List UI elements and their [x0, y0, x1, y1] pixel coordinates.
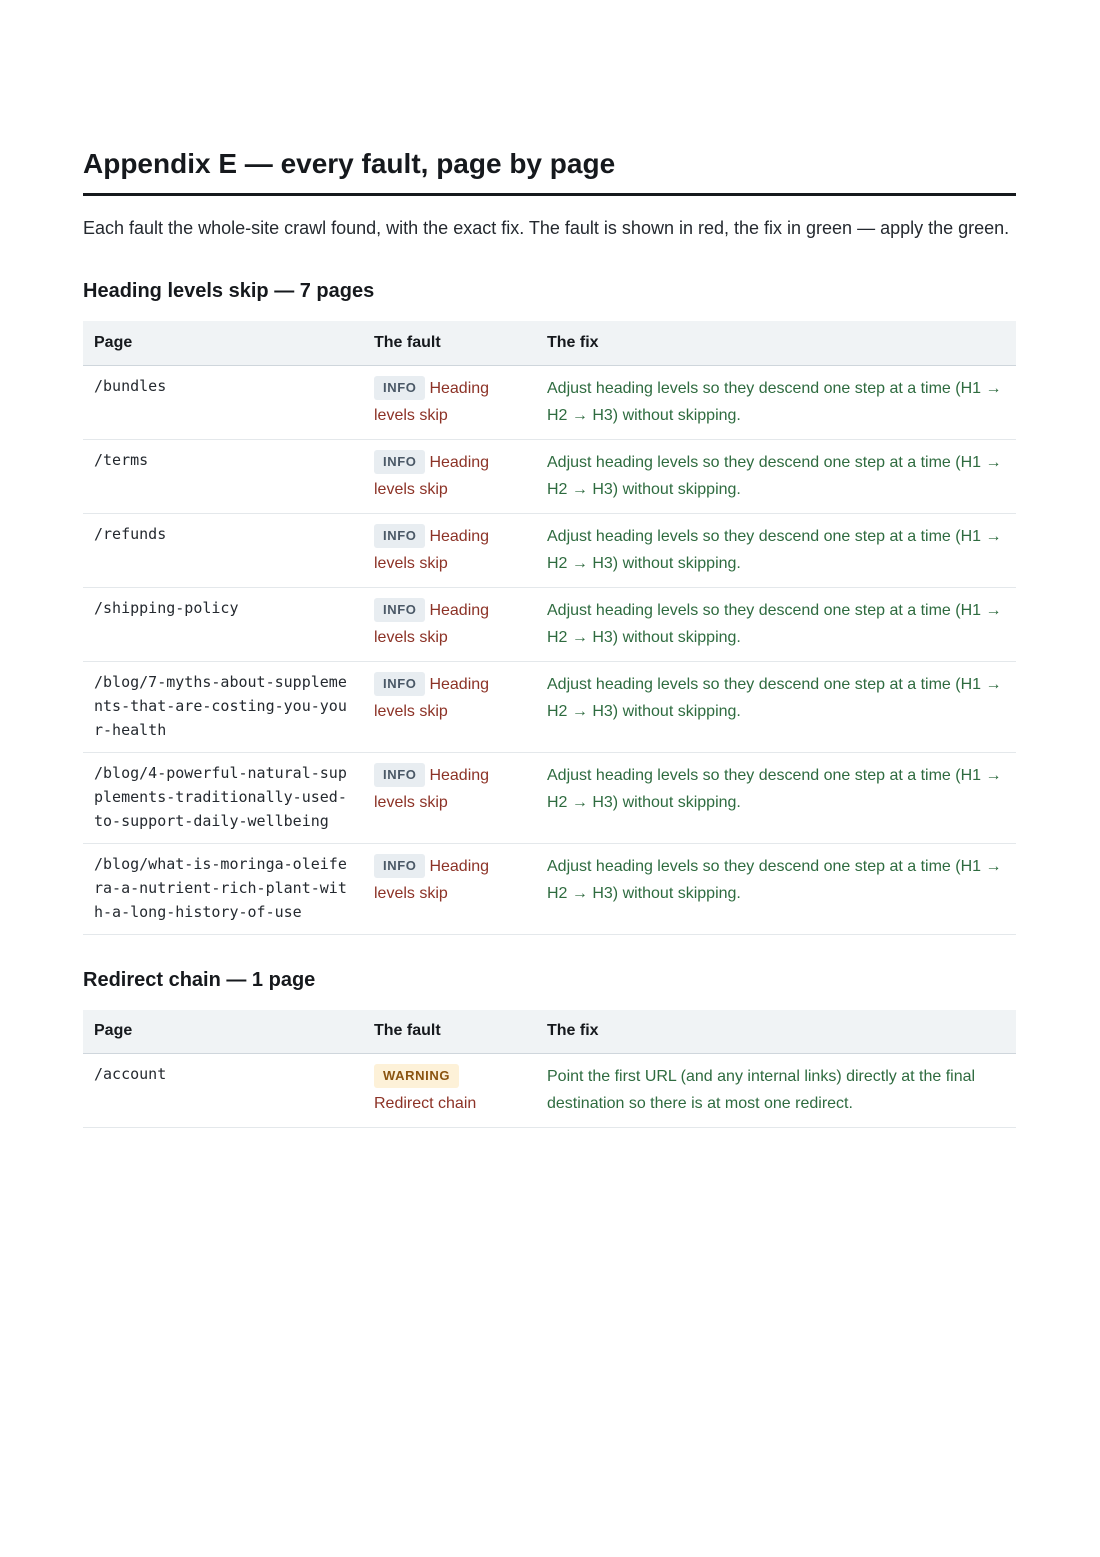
table-header-row	[83, 321, 1016, 365]
table-row	[83, 365, 1016, 439]
appendix-page	[83, 148, 1016, 1128]
column-header-fix: The fix	[536, 321, 1016, 365]
severity-badge: INFO	[374, 524, 425, 548]
table-row	[83, 752, 1016, 843]
table-row	[83, 439, 1016, 513]
fault-cell	[363, 661, 536, 752]
column-header-page: Page	[83, 321, 363, 365]
fix-text: Adjust heading levels so they descend one step at a time (H1 → H2 → H3) without skipping.	[536, 439, 1016, 513]
page-path: /refunds	[83, 513, 363, 587]
page-path: /blog/7-myths-about-supplements-that-are-costing-you-your-health	[83, 661, 363, 752]
fault-label: Redirect chain	[374, 1095, 477, 1112]
fault-label: Heading levels skip	[374, 766, 490, 811]
severity-badge: INFO	[374, 376, 425, 400]
fix-text: Adjust heading levels so they descend one step at a time (H1 → H2 → H3) without skipping.	[536, 587, 1016, 661]
severity-badge: INFO	[374, 450, 425, 474]
column-header-page: Page	[83, 1010, 363, 1054]
fault-cell	[363, 843, 536, 934]
section-heading: Heading levels skip — 7 pages	[83, 280, 375, 302]
table-header-row	[83, 1010, 1016, 1054]
fix-text: Adjust heading levels so they descend one step at a time (H1 → H2 → H3) without skipping.	[536, 661, 1016, 752]
fix-text: Adjust heading levels so they descend one step at a time (H1 → H2 → H3) without skipping.	[536, 365, 1016, 439]
column-header-fault: The fault	[363, 1010, 536, 1054]
fix-text: Point the first URL (and any internal links) directly at the final destination so there is at most one redirect.	[536, 1054, 1016, 1128]
table-row	[83, 587, 1016, 661]
fault-cell	[363, 1054, 536, 1128]
fault-cell	[363, 587, 536, 661]
table-row	[83, 513, 1016, 587]
fault-cell	[363, 513, 536, 587]
page-path: /blog/4-powerful-natural-supplements-traditionally-used-to-support-daily-wellbeing	[83, 752, 363, 843]
page-path: /bundles	[83, 365, 363, 439]
column-header-fix: The fix	[536, 1010, 1016, 1054]
page-path: /terms	[83, 439, 363, 513]
fault-cell	[363, 752, 536, 843]
fault-label: Heading levels skip	[374, 857, 490, 902]
fix-text: Adjust heading levels so they descend one step at a time (H1 → H2 → H3) without skipping.	[536, 843, 1016, 934]
severity-badge: INFO	[374, 854, 425, 878]
table-row	[83, 1054, 1016, 1128]
page-path: /account	[83, 1054, 363, 1128]
fault-table	[83, 1010, 1016, 1129]
fault-label: Heading levels skip	[374, 675, 490, 720]
fix-text: Adjust heading levels so they descend one step at a time (H1 → H2 → H3) without skipping.	[536, 513, 1016, 587]
column-header-fault: The fault	[363, 321, 536, 365]
fault-cell	[363, 365, 536, 439]
page-path: /blog/what-is-moringa-oleifera-a-nutrient-rich-plant-with-a-long-history-of-use	[83, 843, 363, 934]
fault-label: Heading levels skip	[374, 453, 490, 498]
severity-badge: WARNING	[374, 1064, 459, 1088]
severity-badge: INFO	[374, 763, 425, 787]
fault-cell	[363, 439, 536, 513]
fix-text: Adjust heading levels so they descend one step at a time (H1 → H2 → H3) without skipping.	[536, 752, 1016, 843]
fault-label: Heading levels skip	[374, 527, 490, 572]
section-heading-levels-skip	[83, 278, 1016, 935]
fault-table	[83, 321, 1016, 935]
intro-paragraph: Each fault the whole-site crawl found, with the exact fix. The fault is shown in red, the fix in green — apply the green.	[83, 218, 1010, 238]
table-row	[83, 661, 1016, 752]
fault-label: Heading levels skip	[374, 601, 490, 646]
severity-badge: INFO	[374, 598, 425, 622]
table-row	[83, 843, 1016, 934]
section-redirect-chain	[83, 967, 1016, 1129]
page-path: /shipping-policy	[83, 587, 363, 661]
page-title: Appendix E — every fault, page by page	[83, 148, 1016, 196]
severity-badge: INFO	[374, 672, 425, 696]
section-heading: Redirect chain — 1 page	[83, 968, 316, 991]
fault-label: Heading levels skip	[374, 379, 490, 424]
